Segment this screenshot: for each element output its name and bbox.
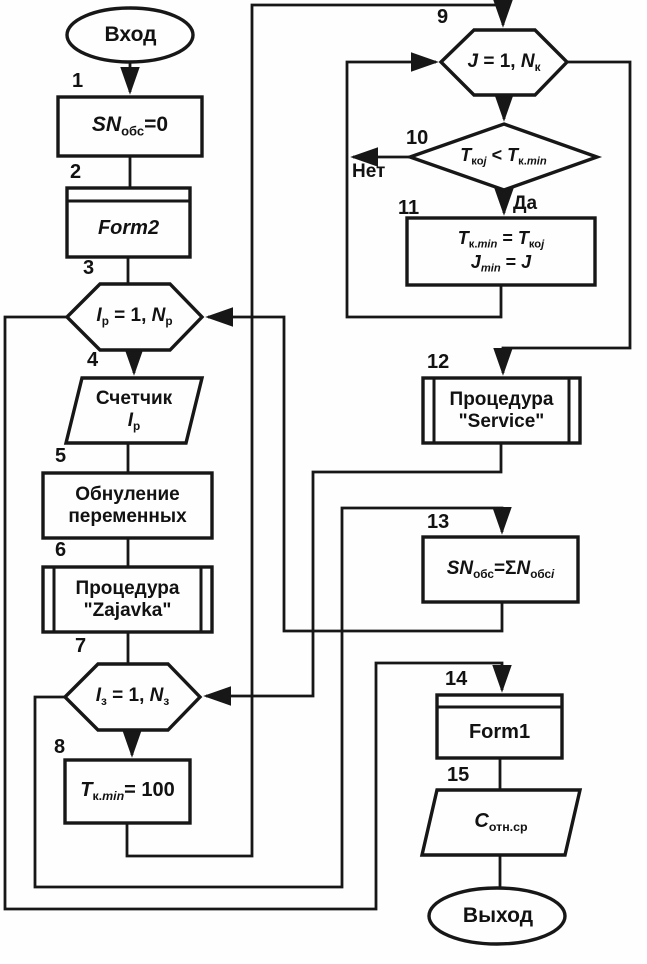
process-2-label: Form2	[97, 217, 160, 239]
node-3-number: 3	[83, 257, 95, 279]
node-5-number: 5	[55, 445, 67, 467]
decision-10-label: $T_{коj} < T_{к.min}$	[460, 145, 547, 168]
node-7-number: 7	[75, 635, 87, 657]
process-8-label: $T_{к.min}= 100$	[80, 779, 175, 804]
node-11-number: 11	[398, 197, 420, 219]
loop-3-label: $I_р = 1$, $N_р$	[96, 305, 173, 329]
process-5-label: Обнуление переменных	[68, 483, 187, 527]
io-4-label: Счетчик $I_р$	[95, 387, 173, 433]
process-11-label: $T_{к.min} = T_{коj}$ $J_{min} = J$	[457, 228, 545, 275]
node-1-number: 1	[72, 70, 84, 92]
branch-no-label: Нет	[352, 161, 386, 183]
subroutine-6-label: Процедура "Zajavka"	[75, 577, 180, 621]
node-15-number: 15	[447, 764, 470, 786]
node-2-number: 2	[70, 161, 82, 183]
node-9-number: 9	[437, 6, 449, 28]
loop-9-label: J = 1, $N_к$	[467, 50, 541, 74]
process-14-label: Form1	[468, 721, 531, 743]
branch-yes-label: Да	[513, 193, 538, 215]
node-6-number: 6	[55, 539, 67, 561]
end-label: Выход	[462, 904, 534, 928]
node-10-number: 10	[406, 127, 429, 149]
node-14-number: 14	[445, 668, 468, 690]
subroutine-12-label: Процедура "Service"	[449, 388, 554, 432]
node-8-number: 8	[54, 736, 66, 758]
node-4-number: 4	[87, 349, 99, 371]
process-13-label: $SN_{обс}=\Sigma N_{обсi}$	[446, 557, 555, 581]
process-1-label: $SN_{обс}=0$	[91, 113, 169, 139]
loop-7-label: $I_з = 1$, $N_з$	[95, 685, 170, 709]
io-15-label: $C_{отн.ср}$	[474, 810, 528, 835]
node-12-number: 12	[427, 351, 450, 373]
node-13-number: 13	[427, 511, 450, 533]
start-label: Вход	[104, 22, 157, 46]
